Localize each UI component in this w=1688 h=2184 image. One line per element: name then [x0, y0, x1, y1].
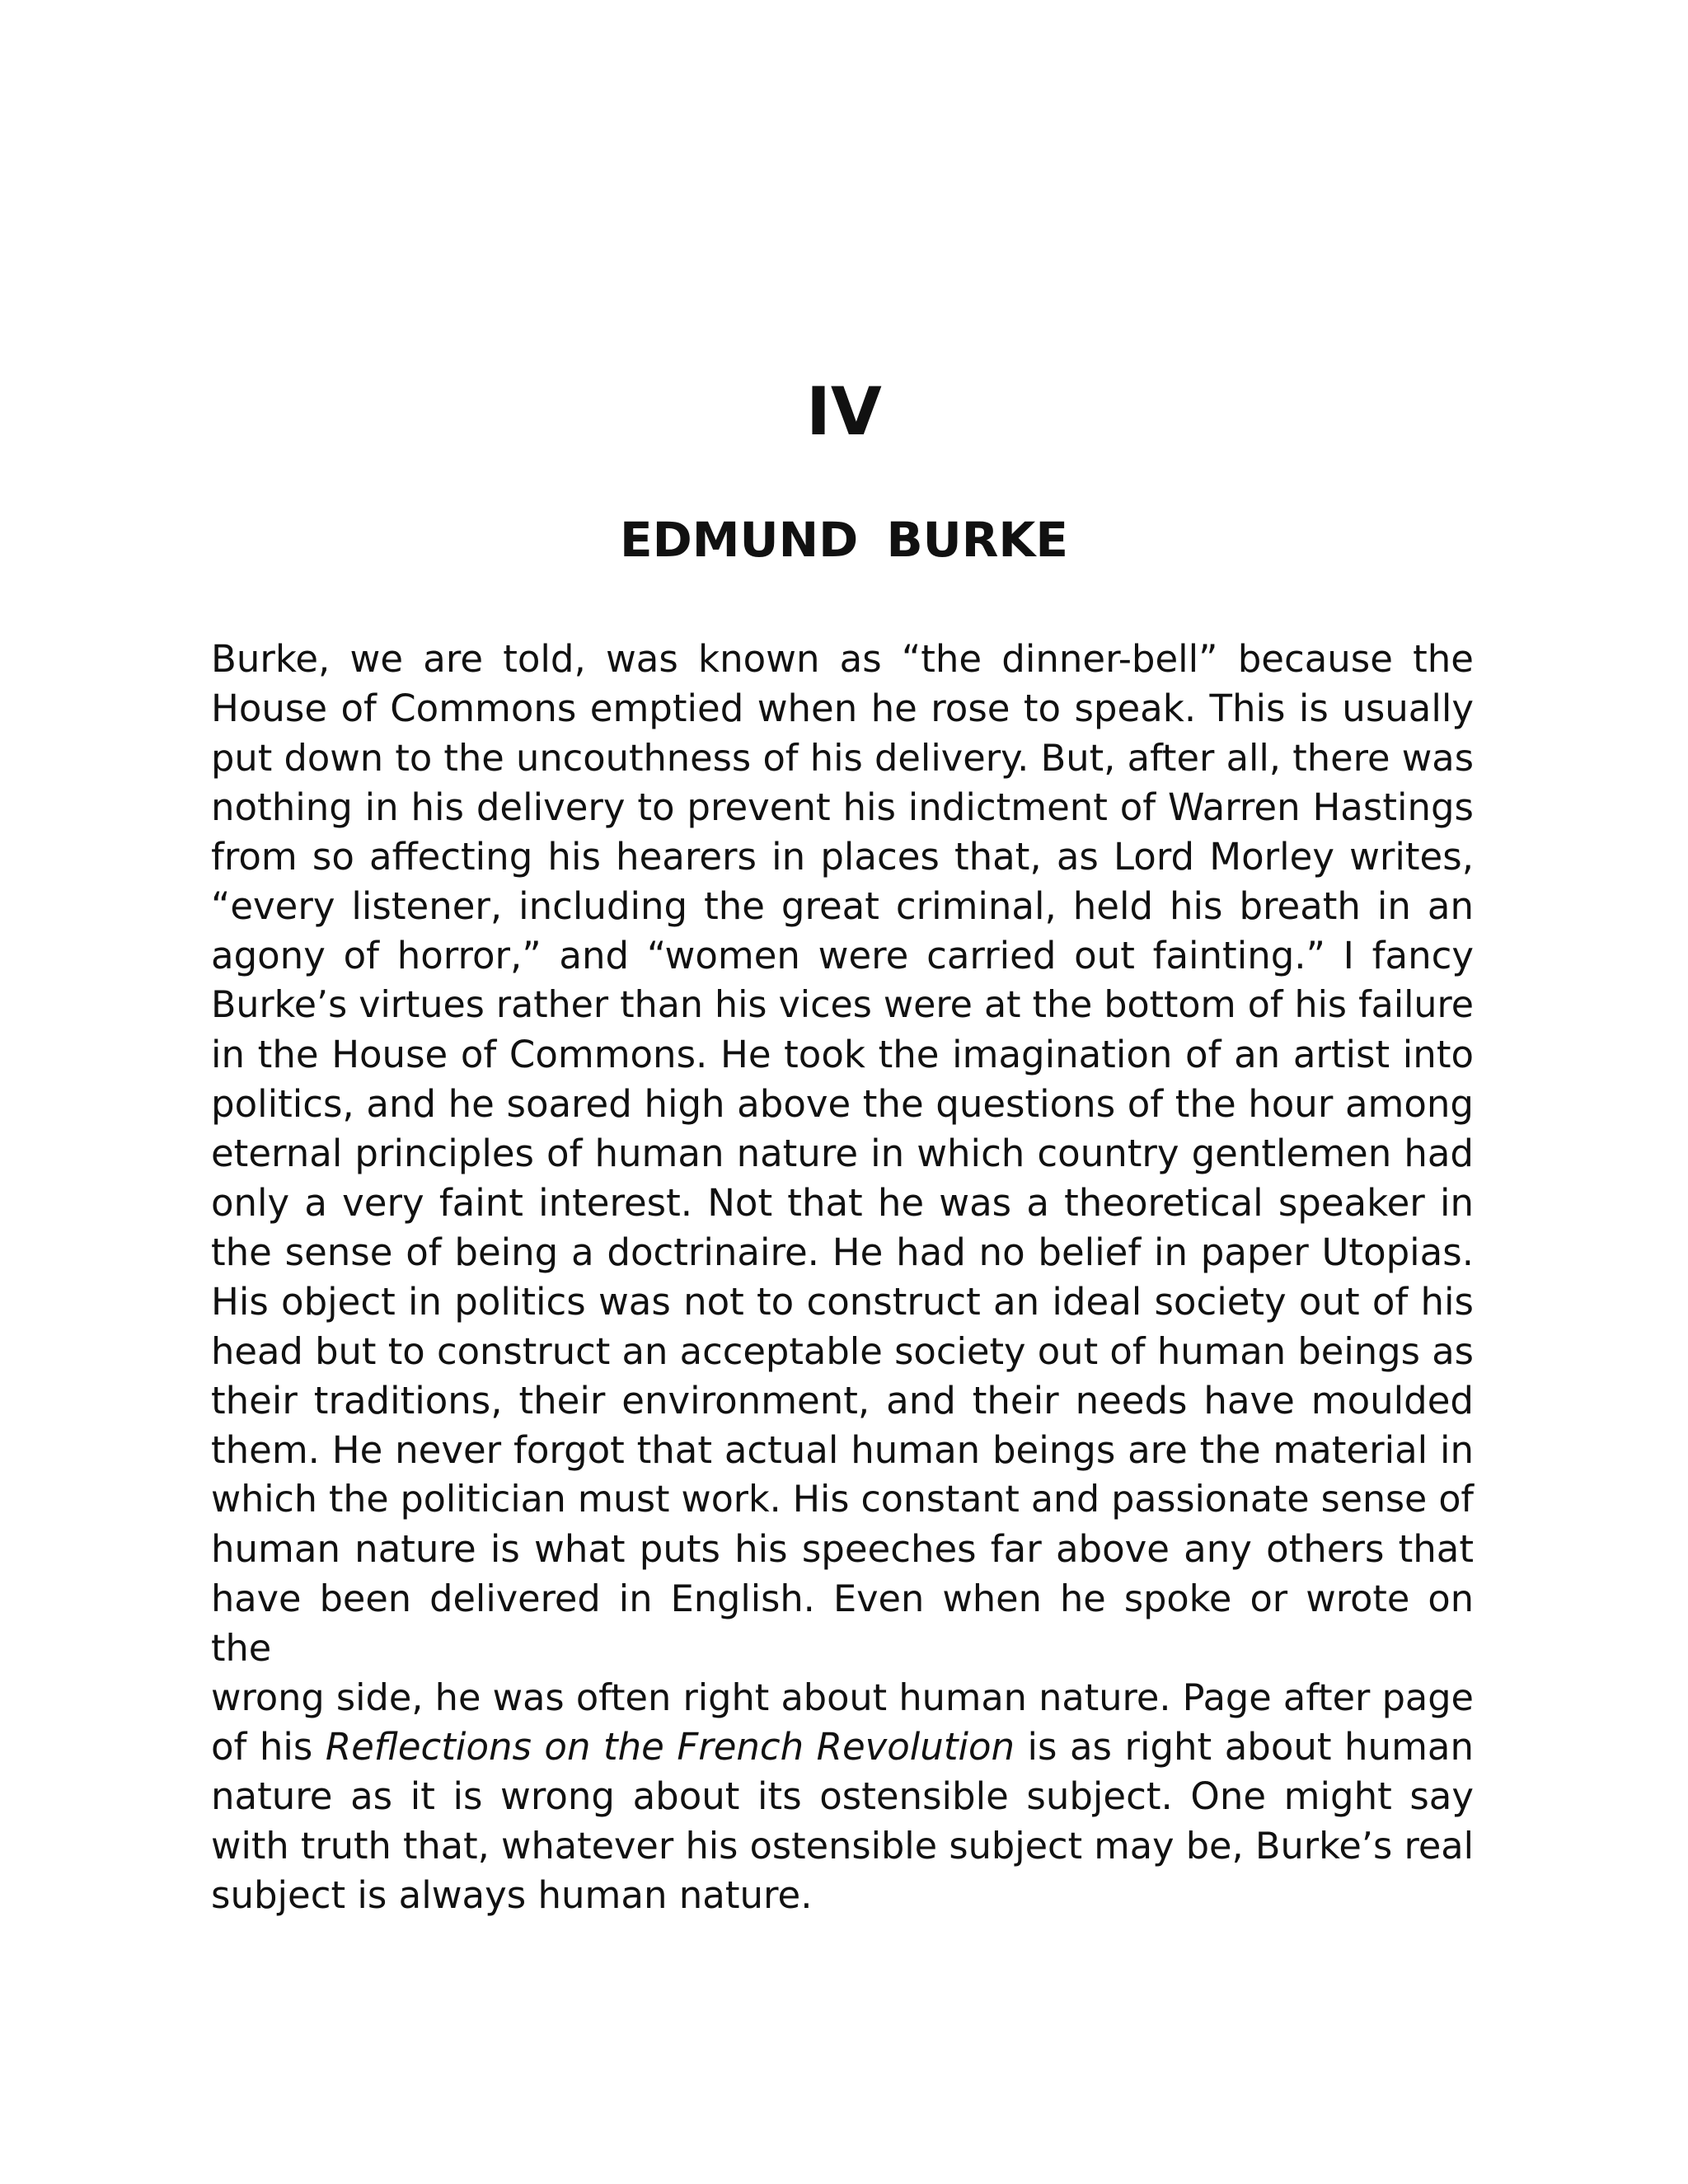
- text-line: His object in politics was not to construct an ideal society out of his: [211, 1280, 1474, 1324]
- text-line-with-title: [211, 1722, 1474, 1772]
- line-text-after: is as right about human: [1015, 1725, 1475, 1769]
- text-line-last: subject is always human nature.: [211, 1873, 813, 1917]
- text-line: in the House of Commons. He took the imagination of an artist into: [211, 1033, 1474, 1076]
- text-line: have been delivered in English. Even when he spoke or wrote on the: [211, 1577, 1474, 1670]
- text-line: put down to the uncouthness of his delivery. But, after all, there was: [211, 736, 1474, 780]
- text-line: eternal principles of human nature in which country gentlemen had: [211, 1132, 1474, 1175]
- text-line: human nature is what puts his speeches far above any others that: [211, 1527, 1474, 1571]
- text-line: Burke’s virtues rather than his vices were at the bottom of his failure: [211, 984, 1474, 1026]
- text-line: which the politician must work. His constant and passionate sense of: [211, 1479, 1474, 1521]
- text-line: politics, and he soared high above the questions of the hour among: [211, 1082, 1474, 1126]
- text-line: nature as it is wrong about its ostensible subject. One might say: [211, 1774, 1474, 1818]
- text-line: from so affecting his hearers in places that, as Lord Morley writes,: [211, 835, 1474, 879]
- line-text-before: of his: [211, 1725, 326, 1769]
- text-line: only a very faint interest. Not that he was a theoretical speaker in: [211, 1181, 1474, 1225]
- chapter-title: EDMUND BURKE: [620, 512, 1068, 568]
- text-line: House of Commons emptied when he rose to speak. This is usually: [211, 687, 1474, 730]
- text-line: head but to construct an acceptable society out of human beings as: [211, 1329, 1474, 1373]
- book-title-italic: Reflections on the French Revolution: [325, 1725, 1015, 1769]
- chapter-number: IV: [806, 373, 882, 450]
- text-line: Burke, we are told, was known as “the dinner-bell” because the: [211, 637, 1474, 681]
- text-line: agony of horror,” and “women were carried out fainting.” I fancy: [211, 934, 1474, 977]
- text-line: wrong side, he was often right about human nature. Page after page: [211, 1676, 1474, 1719]
- text-line: “every listener, including the great criminal, held his breath in an: [211, 884, 1474, 928]
- text-line: their traditions, their environment, and their needs have moulded: [211, 1379, 1474, 1422]
- text-line: with truth that, whatever his ostensible subject may be, Burke’s real: [211, 1825, 1474, 1868]
- body-paragraph: [211, 635, 1474, 1920]
- text-line: them. He never forgot that actual human beings are the material in: [211, 1428, 1474, 1472]
- text-line: nothing in his delivery to prevent his indictment of Warren Hastings: [211, 785, 1474, 829]
- text-line: the sense of being a doctrinaire. He had no belief in paper Utopias.: [211, 1230, 1474, 1274]
